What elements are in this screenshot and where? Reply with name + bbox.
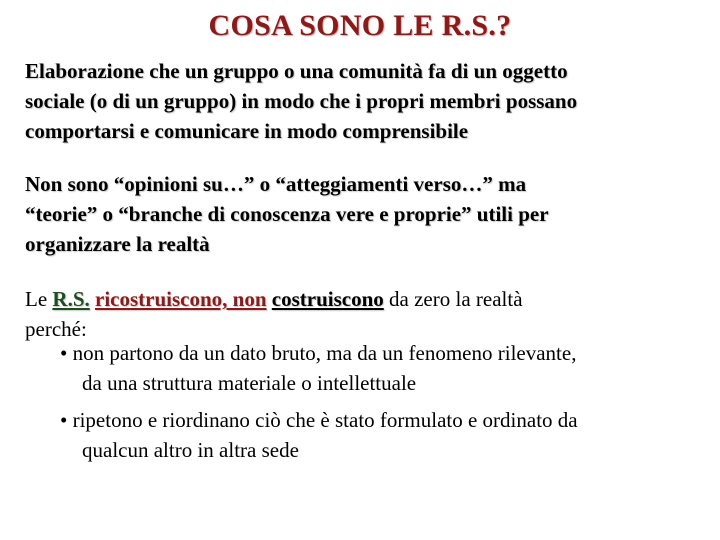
reconstruction-line-2: perché: [25,317,87,341]
bullet-continuation: qualcun altro in altra sede [82,438,299,462]
costruiscono-term: costruiscono [271,287,384,311]
bullet-item [60,405,700,465]
bullet-line [60,405,700,435]
rs-term: R.S. [52,287,90,311]
bullet-text: non partono da un dato bruto, ma da un fenomeno rilevante, [72,341,577,365]
bullet-marker: • [60,408,68,432]
bullet-marker: • [60,341,68,365]
bullet-text: ripetono e riordinano ciò che è stato formulato e ordinato da [72,408,578,432]
reconstruction-line [25,284,695,314]
reconstruction-rest: da zero la realtà [389,287,523,311]
reconstruction-paragraph [25,284,695,344]
definition-line: comportarsi e comunicare in modo comprensibile [25,119,469,143]
definition-paragraph [25,56,695,146]
distinction-line: organizzare la realtà [25,232,210,256]
distinction-paragraph [25,169,695,259]
distinction-line: Non sono “opinioni su…” o “atteggiamenti verso…” ma [25,172,527,196]
bullet-item [60,338,700,398]
bullet-line [60,338,700,368]
slide-title: COSA SONO LE R.S.? [208,9,512,42]
definition-line: sociale (o di un gruppo) in modo che i propri membri possano [25,89,578,113]
distinction-line: “teorie” o “branche di conoscenza vere e proprie” utili per [25,202,549,226]
ricostruiscono-term: ricostruiscono, non [95,287,267,311]
definition-line: Elaborazione che un gruppo o una comunità fa di un oggetto [25,59,568,83]
word-le: Le [25,287,48,311]
bullet-continuation: da una struttura materiale o intellettuale [82,371,417,395]
